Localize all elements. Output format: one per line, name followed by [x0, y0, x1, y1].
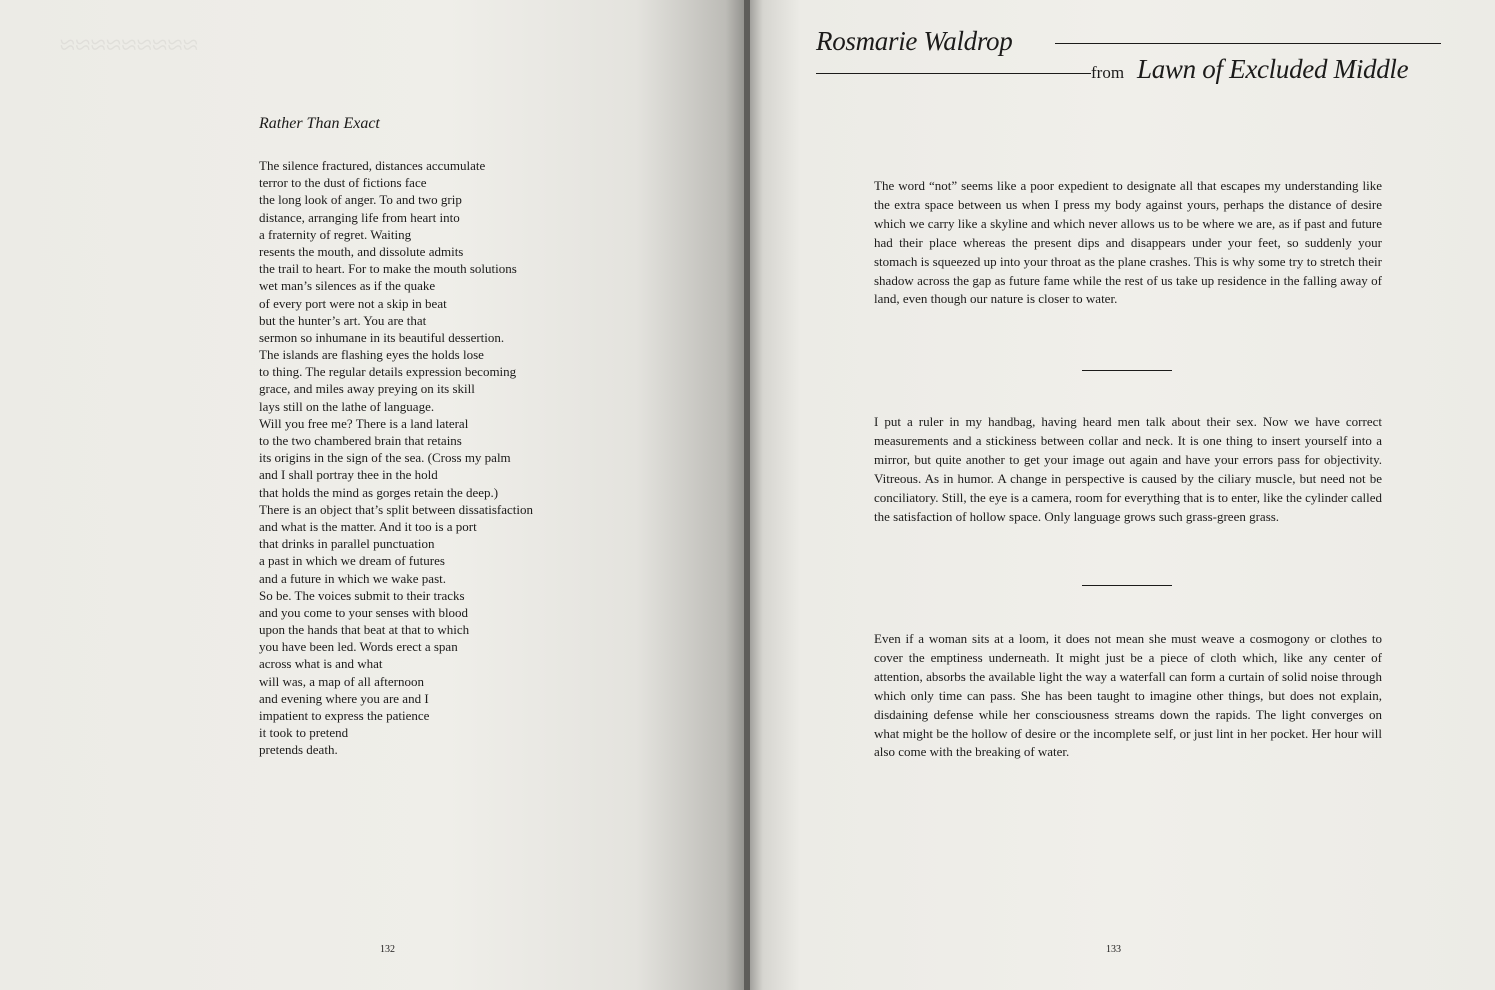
prose-paragraph-1: The word “not” seems like a poor expedient to designate all that escapes my understanding like the extra space between us when I press my body against yours, perhaps the distance of desire which we carry like a skyline and which never allows us to be where we are, as if past and future had their place whereas the present dips and disappears under your feet, so suddenly your stomach is squeezed up into your throat as the plane crashes. This is why some try to stretch their shadow across the gap as future fame while the rest of us take up residence in the falling away of land, even though our nature is closer to water.	[874, 178, 1382, 307]
from-label: from	[1091, 63, 1125, 82]
poem-line: that holds the mind as gorges retain the deep.)	[259, 484, 499, 500]
poem-line: and what is the matter. And it too is a port	[259, 518, 477, 534]
page-number-left: 132	[380, 944, 395, 955]
poem-line: So be. The voices submit to their tracks	[259, 587, 465, 603]
poem-body	[259, 157, 579, 759]
poem-line: will was, a map of all afternoon	[259, 673, 424, 689]
poem-line: across what is and what	[259, 656, 383, 672]
poem-line: and I shall portray thee in the hold	[259, 467, 438, 483]
poem-line: upon the hands that beat at that to which	[259, 622, 470, 638]
poem-line: to thing. The regular details expression becoming	[259, 364, 517, 380]
poem-line: pretends death.	[259, 742, 338, 758]
poem-line: and you come to your senses with blood	[259, 604, 469, 620]
poem-line: Will you free me? There is a land lateral	[259, 415, 469, 431]
poem-line: its origins in the sign of the sea. (Cross my palm	[259, 450, 511, 466]
poem-line: sermon so inhumane in its beautiful dessertion.	[259, 329, 505, 345]
header-rule-top	[1055, 43, 1441, 44]
prose-paragraph-2: I put a ruler in my handbag, having heard men talk about their sex. Now we have correct measurements and a stickiness between collar and neck. It is one thing to insert yourself into a mirror, but quite another to get your image out again and have your errors pass for objectivity. Vitreous. As in humor. A change in perspective is caused by the ciliary muscle, but need not be conciliatory. Still, the eye is a camera, room for everything that is to enter, like the cylinder called the satisfaction of hollow space. Only language grows such grass-green grass.	[874, 414, 1382, 524]
poem-line: The islands are flashing eyes the holds lose	[259, 347, 484, 363]
poem-line: that drinks in parallel punctuation	[259, 536, 435, 552]
poem-line: of every port were not a skip in beat	[259, 295, 447, 311]
poem-line: The silence fractured, distances accumulate	[259, 158, 486, 173]
poem-line: distance, arranging life from heart into	[259, 209, 460, 225]
poem-line: you have been led. Words erect a span	[259, 639, 458, 655]
author-name: Rosmarie Waldrop	[816, 26, 1013, 56]
section-separator	[1082, 370, 1172, 371]
poem-line: to the two chambered brain that retains	[259, 433, 462, 448]
poem-line: grace, and miles away preying on its skill	[259, 381, 475, 397]
right-page	[748, 0, 1495, 990]
poem-line: There is an object that’s split between dissatisfaction	[259, 501, 534, 517]
poem-line: a past in which we dream of futures	[259, 553, 445, 569]
book-gutter	[744, 0, 750, 990]
prose-paragraph-3: Even if a woman sits at a loom, it does not mean she must weave a cosmogony or clothes to cover the emptiness underneath. It might just be a piece of cloth which, like any center of attention, absorbs the available light the way a waterfall can form a curtain of solid noise through which only time can pass. She has been taught to imagine other things, but does not explain, disdaining defense while her consciousness streams down the rapids. The light converges on what might be the hollow of desire or the incomplete self, or just lint in her pocket. Her hour will also come with the breaking of water.	[874, 631, 1382, 760]
poem-line: the trail to heart. For to make the mouth solutions	[259, 261, 517, 277]
poem-line: and a future in which we wake past.	[259, 570, 446, 586]
poem-line: it took to pretend	[259, 725, 349, 741]
poem-line: a fraternity of regret. Waiting	[259, 226, 412, 242]
poem-line: but the hunter’s art. You are that	[259, 312, 427, 328]
work-title: Lawn of Excluded Middle	[1137, 54, 1409, 84]
poem-title: Rather Than Exact	[259, 115, 380, 132]
poem-line: wet man’s silences as if the quake	[259, 278, 436, 294]
poem-line: terror to the dust of fictions face	[259, 175, 427, 191]
page-number-right: 133	[1106, 944, 1121, 955]
poem-line: impatient to express the patience	[259, 708, 430, 723]
header-rule-bottom	[816, 73, 1091, 74]
poem-line: lays still on the lathe of language.	[259, 398, 435, 414]
poem-line: resents the mouth, and dissolute admits	[259, 243, 464, 259]
section-separator	[1082, 585, 1172, 586]
bleed-through-text: ≈≈≈≈≈≈≈≈≈	[60, 30, 199, 61]
poem-line: the long look of anger. To and two grip	[259, 192, 462, 208]
poem-line: and evening where you are and I	[259, 690, 429, 706]
